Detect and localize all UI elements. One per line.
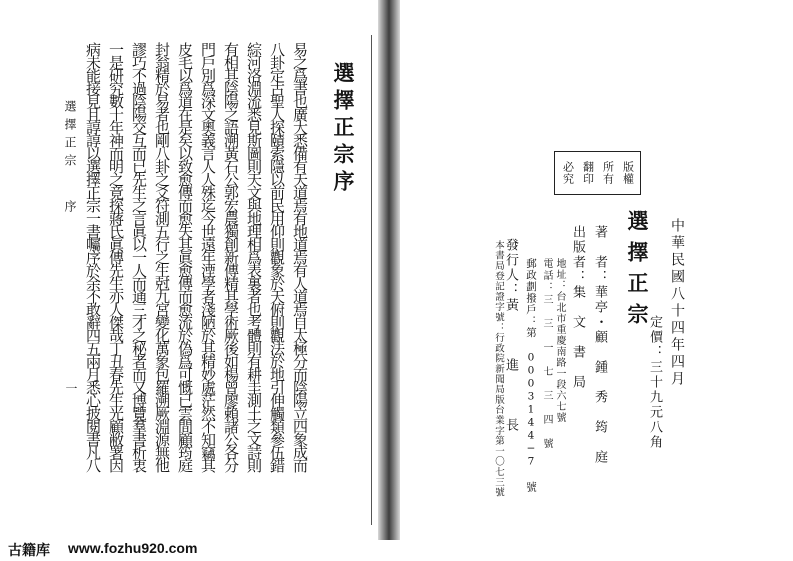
book-spine	[378, 0, 400, 540]
preface-column: 封翁精於易者也剛八卦之爻符測五行之生尅九宮變化萬象包羅溯厥淵源無他	[153, 42, 171, 471]
publisher-label: 出版者：	[570, 225, 585, 285]
publisher-line	[568, 225, 587, 390]
price-label: 定價：	[647, 315, 662, 360]
postal-account: 郵政劃撥戶：第 0003144−7 號	[525, 258, 537, 493]
preface-column: 一是研究數十年神而明之竟探蔣氏眞傳先生亦人傑哉丁丑春先生光顧敝署因	[107, 42, 125, 471]
title-char: 選	[625, 210, 650, 241]
preface-column: 皮毛以爲道在是矣以致愈傳而愈失其眞愈傳而愈流於偽爲可慨已雲間顧筠庭	[176, 42, 194, 471]
publisher-name: 集 文 書 局	[570, 285, 585, 390]
preface-column: 謬巧不過陰陽交互而已先生之言眞以一人而通三才之秘者而又博覽羣書析衷	[130, 42, 148, 471]
watermark-footer	[0, 540, 793, 561]
preface-column: 門戶別爲深文奧義言人人殊迄今世遠年湮學者淺陋於其精妙處茫然不知竊其	[199, 42, 217, 471]
margin-book-title	[62, 100, 79, 218]
issuer-name: 黃 進 長	[503, 298, 518, 433]
seal-text: 必究	[561, 161, 575, 185]
preface-column: 病未能接見且諄諄以選擇正宗一書囑序於余不敢辭四五兩月悉心披閱書凡八	[84, 42, 102, 471]
seal-text: 版權	[621, 161, 635, 185]
seal-text: 翻印	[581, 161, 595, 185]
preface-body	[82, 42, 309, 471]
page-number: 一	[64, 382, 78, 394]
seal-text: 所有	[601, 161, 615, 185]
publisher-phone: 電話：三 三 一 七 三 四 號	[541, 258, 552, 450]
preface-column: 八卦定古聖人探賾索隱以前民用仰則觀象於天俯則觀法於地引伸觸類參伍錯	[268, 42, 286, 471]
title-char: 擇	[625, 241, 650, 272]
preface-page	[0, 0, 375, 540]
copyright-seal	[554, 151, 641, 195]
preface-title: 選擇正宗序	[331, 62, 356, 197]
author-label: 著 者：	[592, 225, 607, 285]
price-value: 三十九元八角	[647, 360, 662, 450]
colophon-page	[402, 0, 793, 540]
preface-column: 綜河洛淵流悉見斯圖則天文與地理相爲表裏者也考體則有耕圭測土之文詩則	[245, 42, 263, 471]
title-char: 正	[625, 272, 650, 303]
price-line	[645, 315, 664, 450]
preface-column: 有相其陰陽之語溯黃石公郭宏農獨創新傳精其學術厥後如楊曾廖賴諸公各分	[222, 42, 240, 471]
author-line	[590, 225, 609, 465]
title-char: 宗	[625, 303, 650, 334]
publication-date: 中華民國八十四年四月	[669, 218, 685, 388]
issuer-label: 發行人：	[503, 238, 518, 298]
registration-number: 本書局登記證字號：行政院新聞局版台業字第一〇七三號	[493, 240, 504, 498]
margin-title-text: 選擇正宗	[63, 100, 77, 172]
author-name: 華亭・顧 鍾 秀 筠 庭	[592, 285, 607, 465]
publisher-address: 地址：台北市重慶南路一段六七號	[554, 258, 565, 423]
site-url[interactable]: www.fozhu920.com	[68, 540, 198, 556]
preface-column: 易之爲書也廣大悉備有天道焉有地道焉有人道焉自太極分而陰陽立四象成而	[291, 42, 309, 471]
margin-mark: 序	[63, 200, 77, 218]
site-name: 古籍库	[8, 542, 50, 558]
